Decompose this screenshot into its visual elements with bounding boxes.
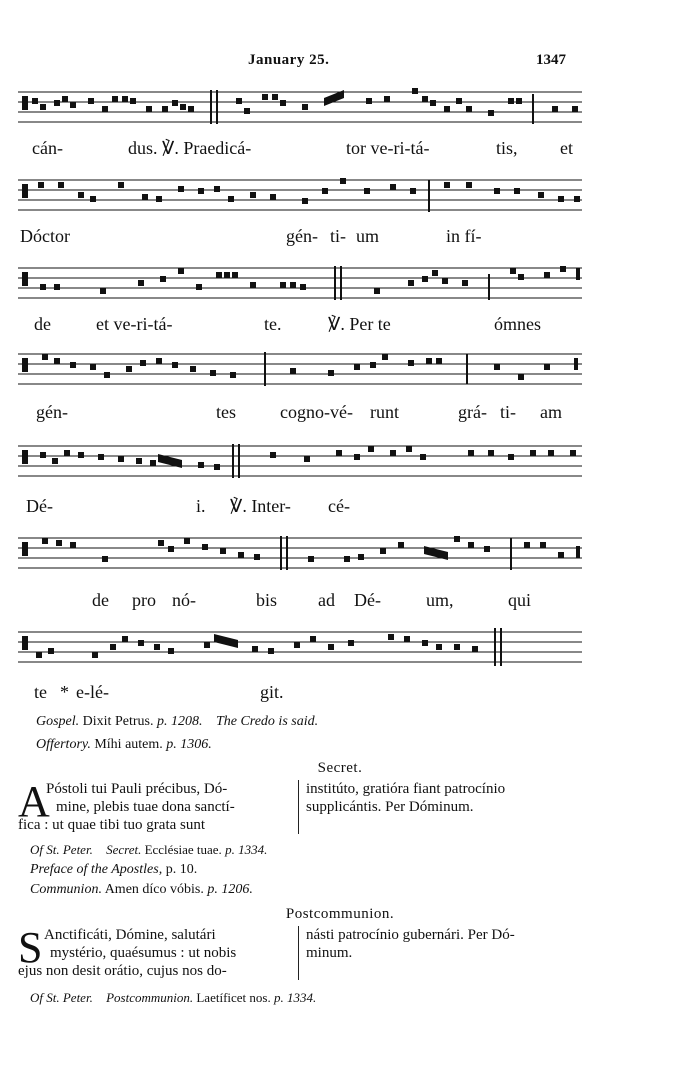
chant-staff-1 [18, 86, 582, 132]
syllable: i. [196, 496, 206, 516]
postcommunion-heading: Postcommunion. [285, 906, 395, 922]
syllable: * [60, 682, 69, 702]
chant-staff-5 [18, 440, 582, 486]
syllable: grá- [458, 402, 487, 422]
syllable: ómnes [494, 314, 541, 334]
syllable: Dé- [26, 496, 53, 516]
lyrics-line-6 [18, 590, 582, 614]
offertory-rubric: Offertory. Míhi autem. p. 1306. [36, 737, 212, 752]
staff-7-svg [18, 626, 582, 672]
chant-staff-2 [18, 174, 582, 220]
syllable: um [356, 226, 380, 246]
syllable: gén- [36, 402, 68, 422]
lyrics-line-1 [18, 138, 582, 162]
syllable: cogno-vé- [280, 402, 353, 422]
syllable: tor ve-ri-tá- [346, 138, 430, 158]
lyrics-line-3 [18, 314, 582, 338]
syllable: am [540, 402, 562, 422]
postcommunion-prayer [18, 924, 588, 984]
lyrics-line-5 [18, 496, 582, 520]
syllable: te. [264, 314, 282, 334]
column-divider [298, 926, 299, 980]
syllable: um, [426, 590, 454, 610]
staff-5-svg [18, 440, 582, 486]
syllable: runt [370, 402, 399, 422]
syllable: et ve-ri-tá- [96, 314, 173, 334]
of-st-peter-secret: Of St. Peter. Secret. Ecclésiae tuae. p. 1334. [30, 842, 268, 857]
syllable: git. [260, 682, 284, 702]
secret-left-column: Póstoli tui Pauli précibus, Dó- mine, plebis tuae dona sanctí- fica : ut quae tibi tuo grata sunt [18, 781, 235, 833]
syllable: gén- [286, 226, 318, 246]
page-number: 1347 [536, 52, 566, 68]
staff-1-svg [18, 86, 582, 132]
drop-cap-initial: S [18, 923, 43, 972]
syllable: Dé- [354, 590, 381, 610]
syllable: ti- [500, 402, 516, 422]
column-divider [298, 780, 299, 834]
syllable: cé- [328, 496, 350, 516]
postcommunion-right-column: násti patrocínio gubernári. Per Dó- minum. [306, 927, 515, 961]
syllable: Dóctor [20, 226, 70, 246]
syllable: cán- [32, 138, 63, 158]
chant-staff-7 [18, 626, 582, 672]
staff-2-svg [18, 174, 582, 220]
syllable: pro [132, 590, 156, 610]
syllable: nó- [172, 590, 196, 610]
syllable: e-lé- [76, 682, 109, 702]
preface-rubric: Preface of the Apostles, p. 10. [30, 862, 198, 877]
lyrics-line-2 [18, 226, 582, 250]
syllable: ti- [330, 226, 346, 246]
syllable: te [34, 682, 47, 702]
communion-rubric: Communion. Amen díco vóbis. p. 1206. [30, 882, 253, 897]
chant-staff-3 [18, 262, 582, 308]
syllable: ℣. Inter- [230, 496, 291, 516]
chant-staff-4 [18, 348, 582, 394]
syllable: dus. ℣. Praedicá- [128, 138, 252, 158]
staff-4-svg [18, 348, 582, 394]
syllable: tis, [496, 138, 518, 158]
syllable: de [34, 314, 51, 334]
postcommunion-left-column: Anctificáti, Dómine, salutári mystério, quaésumus : ut nobis ejus non desit orátio, cujus nos do- [18, 927, 237, 979]
syllable: in fí- [446, 226, 482, 246]
lyrics-line-7 [18, 682, 582, 706]
syllable: bis [256, 590, 278, 610]
lyrics-line-4 [18, 402, 582, 426]
chant-staff-6 [18, 532, 582, 578]
secret-right-column: institúto, gratióra fiant patrocínio supplicántis. Per Dóminum. [306, 781, 506, 815]
syllable: qui [508, 590, 532, 610]
syllable: tes [216, 402, 236, 422]
syllable: ad [318, 590, 335, 610]
syllable: ℣. Per te [328, 314, 391, 334]
syllable: et [560, 138, 573, 158]
page-header [0, 52, 680, 72]
syllable: de [92, 590, 109, 610]
staff-6-svg [18, 532, 582, 578]
drop-cap-initial: A [18, 777, 50, 826]
gospel-rubric: Gospel. Dixit Petrus. p. 1208. The Credo is said. [36, 714, 319, 729]
page-title: January 25. [248, 52, 330, 68]
of-st-peter-postcommunion: Of St. Peter. Postcommunion. Laetíficet nos. p. 1334. [30, 990, 317, 1005]
staff-3-svg [18, 262, 582, 308]
secret-prayer [18, 778, 588, 838]
secret-heading: Secret. [317, 760, 363, 776]
